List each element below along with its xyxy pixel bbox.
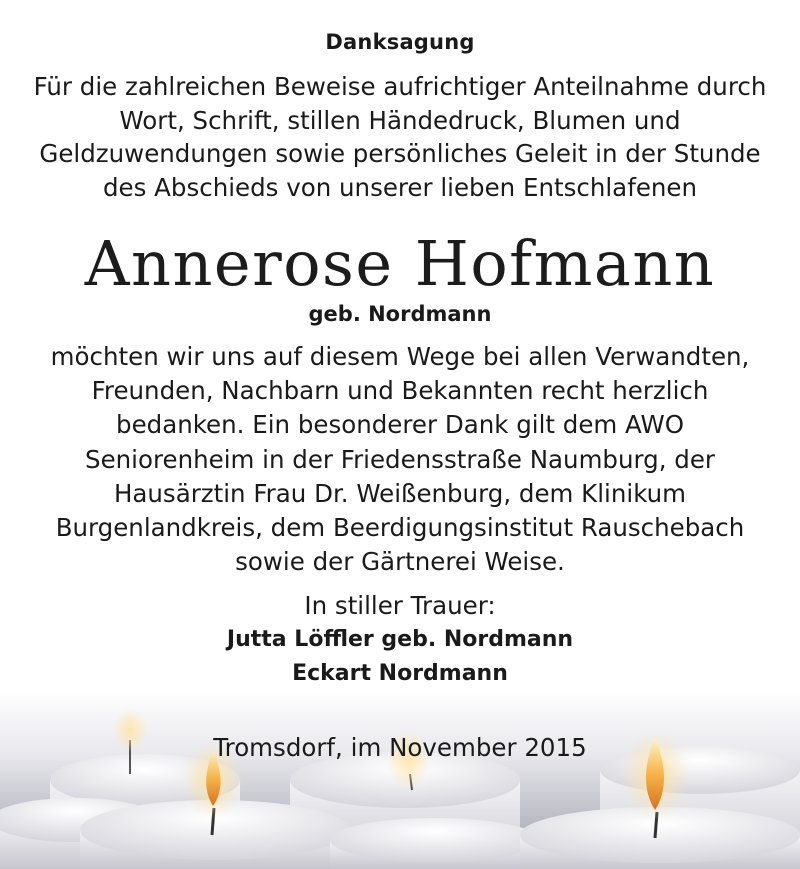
candle-front-center (330, 818, 540, 869)
intro-line: Für die zahlreichen Beweise aufrichtiger Anteilnahme durch (33, 72, 767, 101)
place-date-text: Tromsdorf, im November 2015 (213, 733, 587, 762)
deceased-name-text: Annerose Hofmann (84, 227, 716, 300)
heading (0, 30, 800, 54)
body-line: Hausärztin Frau Dr. Weißenburg, dem Klinikum (113, 478, 687, 508)
body-line: sowie der Gärtnerei Weise. (235, 547, 565, 577)
heading-text: Danksagung (325, 30, 475, 54)
body-line: möchten wir uns auf diesem Wege bei allen Verwandten, (50, 342, 750, 371)
signer-line: Eckart Nordmann (292, 660, 508, 686)
body-line: Freunden, Nachbarn und Bekannten recht herzlich (91, 376, 709, 406)
body-line: Seniorenheim in der Friedensstraße Naumburg, der (85, 444, 715, 474)
signer-line: Jutta Löffler geb. Nordmann (226, 627, 574, 652)
intro-paragraph (0, 70, 800, 205)
body-paragraph (0, 340, 800, 579)
mourning-label-text: In stiller Trauer: (304, 591, 496, 620)
intro-line: des Abschieds von unserer lieben Entschlafenen (102, 173, 698, 203)
body-line: bedanken. Ein besonderer Dank gilt dem AWO (116, 410, 684, 440)
body-line: Burgenlandkreis, dem Beerdigungsinstitut Rauschebach (55, 513, 745, 543)
birth-name-text: geb. Nordmann (308, 302, 492, 326)
deceased-name (0, 224, 800, 304)
mourning-label (0, 590, 800, 622)
place-date (0, 732, 800, 764)
intro-line: Geldzuwendungen sowie persönliches Geleit in der Stunde (39, 139, 761, 169)
birth-name (0, 302, 800, 326)
intro-line: Wort, Schrift, stillen Händedruck, Blumen und (119, 105, 681, 135)
candles-image (0, 690, 800, 869)
